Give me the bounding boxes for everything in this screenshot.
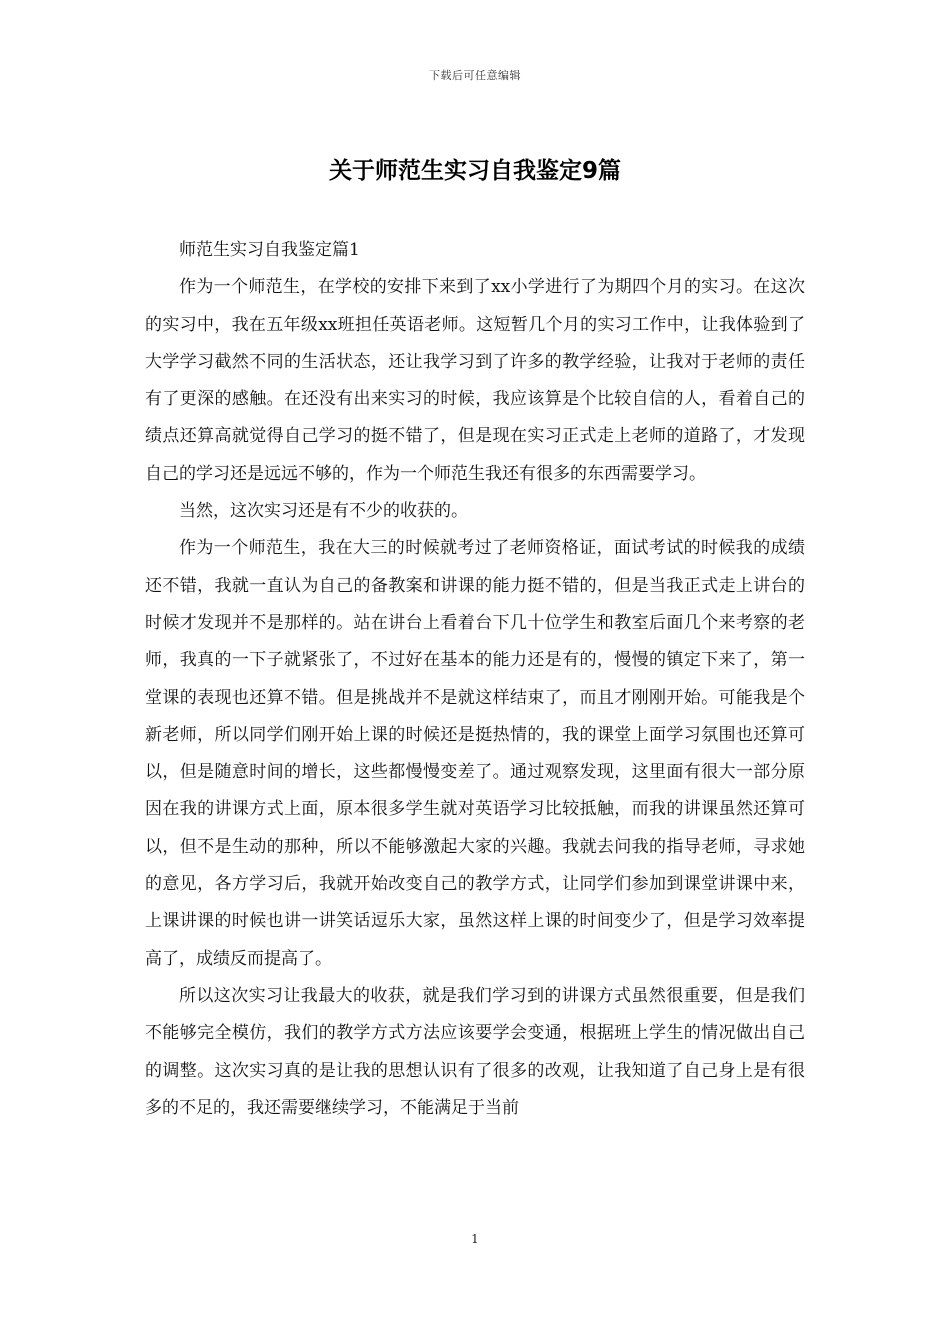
page-number: 1 — [471, 1232, 479, 1246]
document-body — [145, 232, 805, 1127]
paragraph: 作为一个师范生，我在大三的时候就考过了老师资格证，面试考试的时候我的成绩还不错，我就一直认为自己的备教案和讲课的能力挺不错的，但是当我正式走上讲台的时候才发现并不是那样的。站在讲台上看着台下几十位学生和教室后面几个来考察的老师，我真的一下子就紧张了，不过好在基本的能力还是有的，慢慢的镇定下来了，第一堂课的表现也还算不错。但是挑战并不是就这样结束了，而且才刚刚开始。可能我是个新老师，所以同学们刚开始上课的时候还是挺热情的，我的课堂上面学习氛围也还算可以，但是随意时间的增长，这些都慢慢变差了。通过观察发现，这里面有很大一部分原因在我的讲课方式上面，原本很多学生就对英语学习比较抵触，而我的讲课虽然还算可以，但不是生动的那种，所以不能够激起大家的兴趣。我就去问我的指导老师，寻求她的意见，各方学习后，我就开始改变自己的教学方式，让同学们参加到课堂讲课中来，上课讲课的时候也讲一讲笑话逗乐大家，虽然这样上课的时间变少了，但是学习效率提高了，成绩反而提高了。 — [145, 538, 805, 969]
paragraph: 作为一个师范生，在学校的安排下来到了xx小学进行了为期四个月的实习。在这次的实习中，我在五年级xx班担任英语老师。这短暂几个月的实习工作中，让我体验到了大学学习截然不同的生活状态，还让我学习到了许多的教学经验，让我对于老师的责任有了更深的感触。在还没有出来实习的时候，我应该算是个比较自信的人，看着自己的绩点还算高就觉得自己学习的挺不错了，但是现在实习正式走上老师的道路了，才发现自己的学习还是远远不够的，作为一个师范生我还有很多的东西需要学习。 — [145, 277, 805, 484]
section-heading: 师范生实习自我鉴定篇1 — [179, 240, 360, 260]
header-note: 下载后可任意编辑 — [429, 69, 521, 82]
paragraph: 当然，这次实习还是有不少的收获的。 — [179, 501, 468, 522]
paragraph: 所以这次实习让我最大的收获，就是我们学习到的讲课方式虽然很重要，但是我们不能够完全模仿，我们的教学方式方法应该要学会变通，根据班上学生的情况做出自己的调整。这次实习真的是让我的思想认识有了很多的改观，让我知道了自己身上是有很多的不足的，我还需要继续学习，不能满足于当前 — [145, 985, 805, 1118]
document-title: 关于师范生实习自我鉴定9篇 — [328, 158, 621, 184]
